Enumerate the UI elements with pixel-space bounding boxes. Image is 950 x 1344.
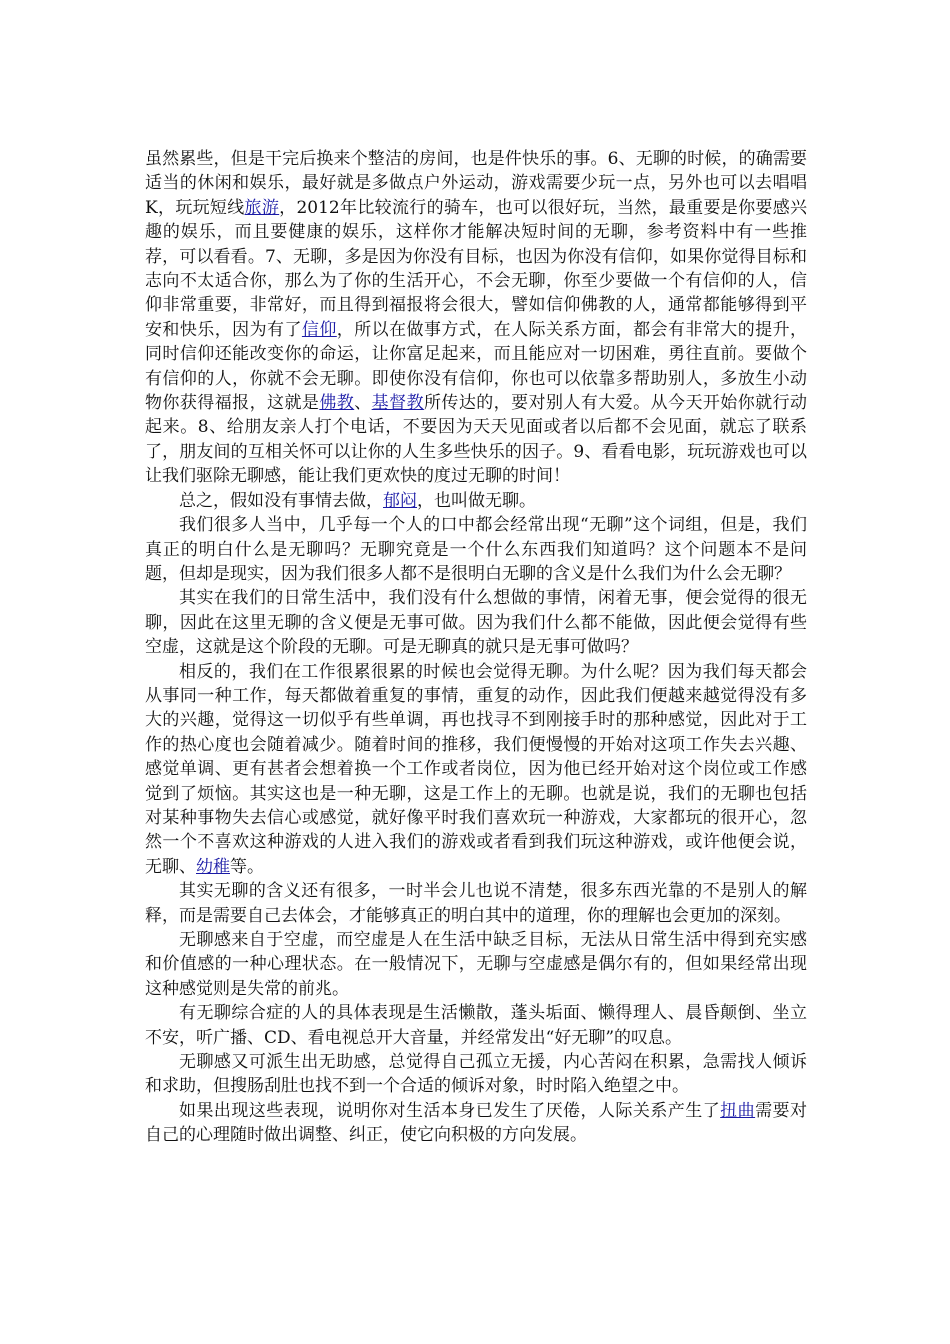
paragraph [145,586,807,659]
text-run: 总之，假如没有事情去做， [179,490,383,511]
text-run: 有无聊综合症的人的具体表现是生活懒散，蓬头垢面、懒得理人、晨昏颠倒、坐立不安，听广播、CD、看电视总开大音量，并经常发出“好无聊”的叹息。 [145,1003,807,1048]
text-run: 、 [354,393,372,414]
paragraph [145,1050,807,1099]
text-run: ，2012年比较流行的骑车，也可以很好玩，当然，最重要是你要感兴趣的娱乐，而且要健康的娱乐，这样你才能解决短时间的无聊，参考资料中有一些推荐，可以看看。7、无聊，多是因为你没有目标，也因为你没有信仰，如果你觉得目标和志向不太适合你，那么为了你的生活开心，不会无聊，你至少要做一个有信仰的人，信仰非常重要，非常好，而且得到福报将会很大，譬如信仰佛教的人，通常都能够得到平安和快乐，因为有了 [145,197,808,340]
paragraph [145,1099,807,1148]
inline-link[interactable]: 扭曲 [720,1100,756,1121]
text-run: 虽然累些，但是干完后换来个整洁的房间，也是件快乐的事。6、无聊的时候，的确需要适当的休闲和娱乐，最好就是多做点户外运动，游戏需要少玩一点，另外也可以去唱唱K，玩玩短线 [145,149,807,218]
text-run: 我们很多人当中，几乎每一个人的口中都会经常出现“无聊”这个词组，但是，我们真正的明白什么是无聊吗？无聊究竟是一个什么东西我们知道吗？这个问题本不是问题，但却是现实，因为我们很多人都不是很明白无聊的含义是什么我们为什么会无聊？ [145,515,807,584]
document-body [145,147,807,1148]
paragraph [145,513,807,586]
text-run: 无聊感又可派生出无助感，总觉得自己孤立无援，内心苦闷在积累，急需找人倾诉和求助，但搜肠刮肚也找不到一个合适的倾诉对象，时时陷入绝望之中。 [145,1052,807,1097]
inline-link[interactable]: 幼稚 [196,856,230,877]
paragraph [145,879,807,928]
inline-link[interactable]: 郁闷 [383,490,417,511]
paragraph [145,928,807,1001]
inline-link[interactable]: 基督教 [371,393,424,414]
inline-link[interactable]: 信仰 [301,319,337,340]
inline-link[interactable]: 旅游 [244,197,280,218]
paragraph [145,147,807,489]
text-run: 相反的，我们在工作很累很累的时候也会觉得无聊。为什么呢？因为我们每天都会从事同一种工作，每天都做着重复的事情，重复的动作，因此我们便越来越觉得没有多大的兴趣，觉得这一切似乎有些单调，再也找寻不到刚接手时的那种感觉，因此对于工作的热心度也会随着减少。随着时间的推移，我们便慢慢的开始对这项工作失去兴趣、感觉单调、更有甚者会想着换一个工作或者岗位，因为他已经开始对这个岗位或工作感觉到了烦恼。其实这也是一种无聊，这是工作上的无聊。也就是说，我们的无聊也包括对某种事物失去信心或感觉，就好像平时我们喜欢玩一种游戏，大家都玩的很开心，忽然一个不喜欢这种游戏的人进入我们的游戏或者看到我们玩这种游戏，或许他便会说，无聊、 [145,661,807,877]
paragraph [145,1001,807,1050]
text-run: ，所以在做事方式，在人际关系方面，都会有非常大的提升，同时信仰还能改变你的命运，让你富足起来，而且能应对一切困难，勇往直前。要做个有信仰的人，你就不会无聊。即使你没有信仰，你也可以依靠多帮助别人，多放生小动物你获得福报，这就是 [145,319,808,414]
text-run: 如果出现这些表现，说明你对生活本身已发生了厌倦，人际关系产生了 [179,1100,721,1121]
paragraph [145,489,807,513]
text-run: 其实在我们的日常生活中，我们没有什么想做的事情，闲着无事，便会觉得的很无聊，因此在这里无聊的含义便是无事可做。因为我们什么都不能做，因此便会觉得有些空虚，这就是这个阶段的无聊。可是无聊真的就只是无事可做吗？ [145,588,807,658]
text-run: 所传达的，要对别人有大爱。从今天开始你就行动起来。8、给朋友亲人打个电话，不要因为天天见面或者以后都不会见面，就忘了联系了，朋友间的互相关怀可以让你的人生多些快乐的因子。9、看看电影，玩玩游戏也可以让我们驱除无聊感，能让我们更欢快的度过无聊的时间！ [145,393,808,487]
paragraph [145,660,807,880]
text-run: 需要对自己的心理随时做出调整、纠正，使它向积极的方向发展。 [145,1100,808,1146]
text-run: 无聊感来自于空虚，而空虚是人在生活中缺乏目标，无法从日常生活中得到充实感和价值感的一种心理状态。在一般情况下，无聊与空虚感是偶尔有的，但如果经常出现这种感觉则是失常的前兆。 [145,930,807,999]
text-run: 等。 [230,856,264,877]
text-run: ，也叫做无聊。 [417,490,536,511]
text-run: 其实无聊的含义还有很多，一时半会儿也说不清楚，很多东西光靠的不是别人的解释，而是需要自己去体会，才能够真正的明白其中的道理，你的理解也会更加的深刻。 [145,881,807,926]
inline-link[interactable]: 佛教 [319,393,355,414]
